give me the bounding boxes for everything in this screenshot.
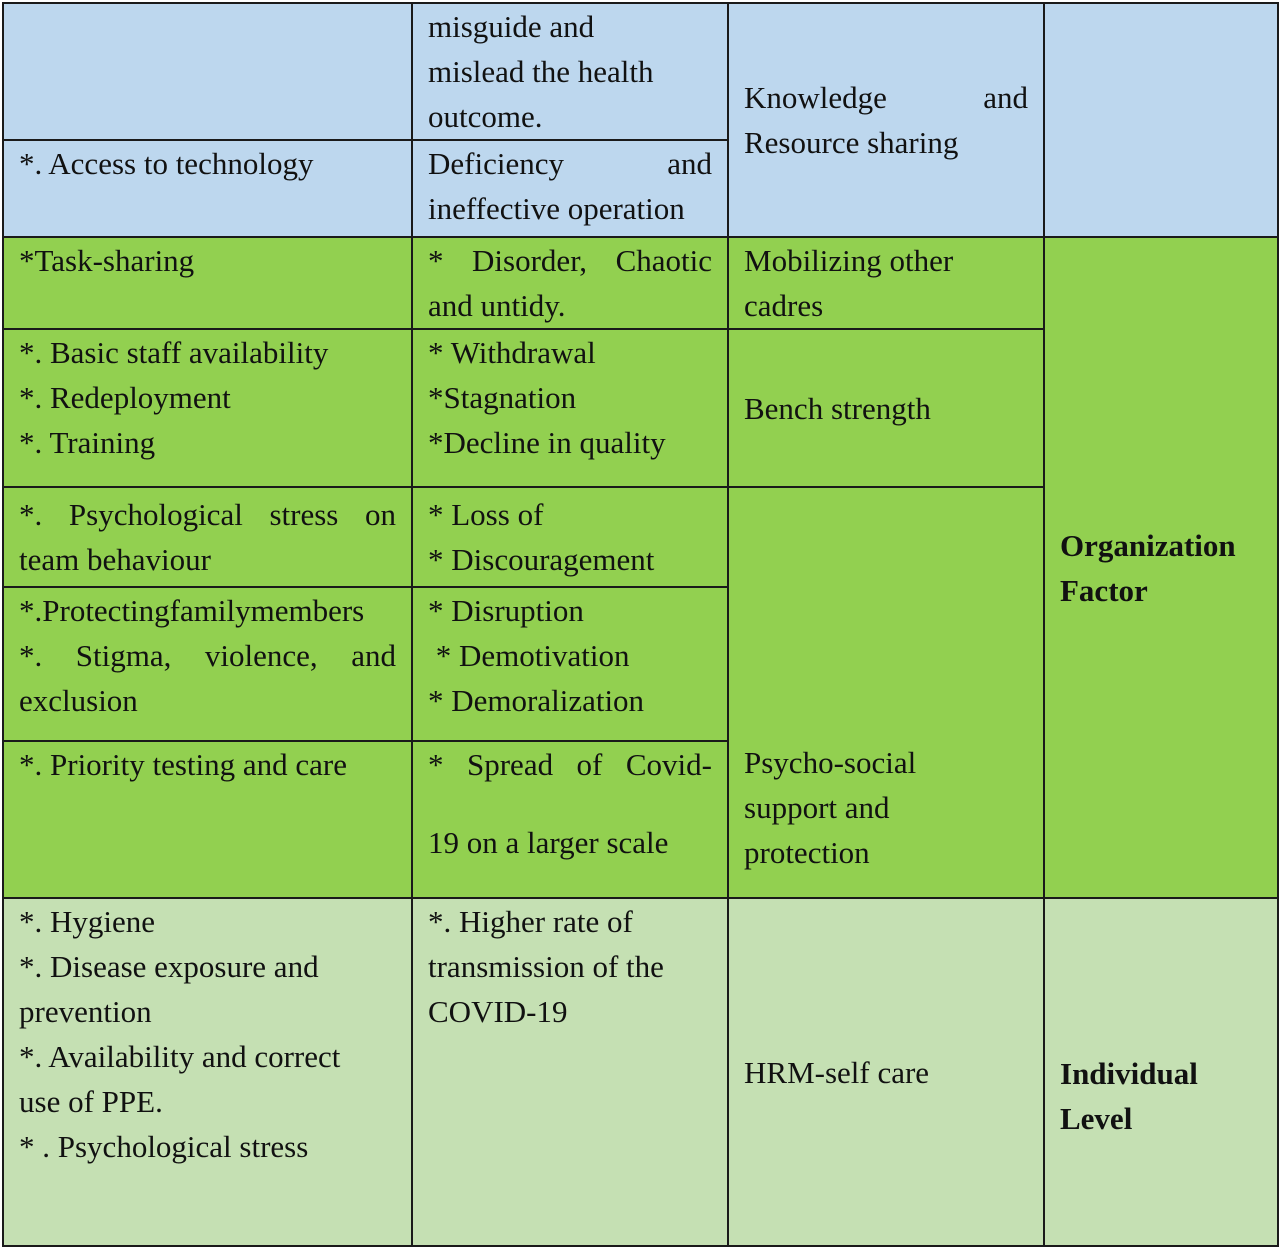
cell-line: COVID-19 xyxy=(428,994,568,1029)
table-row xyxy=(3,237,1278,329)
table-cell xyxy=(1044,237,1278,898)
table-cell xyxy=(1044,898,1278,1246)
table-cell xyxy=(3,329,412,487)
table-cell xyxy=(3,898,412,1246)
table-cell xyxy=(412,140,728,237)
cell-line: *. Stigma, violence, and xyxy=(19,638,396,673)
cell-line: and untidy. xyxy=(428,288,566,323)
cell-line: *. Higher rate of xyxy=(428,904,633,939)
cell-line: * Withdrawal xyxy=(428,335,596,370)
cell-line: *. Priority testing and care xyxy=(19,747,347,782)
cell-line: transmission of the xyxy=(428,949,664,984)
table-cell xyxy=(412,741,728,898)
cell-line: * Disruption xyxy=(428,593,584,628)
table-cell xyxy=(3,741,412,898)
table-cell xyxy=(3,587,412,741)
cell-line: 19 on a larger scale xyxy=(428,825,669,860)
cell-line: Mobilizing other xyxy=(744,243,954,278)
cell-line: *. Basic staff availability xyxy=(19,335,329,370)
table-row xyxy=(3,898,1278,1246)
cell-line: Bench strength xyxy=(744,390,931,426)
table-cell xyxy=(728,329,1044,487)
cell-line: *. Access to technology xyxy=(19,146,314,181)
cell-line: * Loss of xyxy=(428,497,544,532)
table-cell xyxy=(412,237,728,329)
cell-line: *. Training xyxy=(19,425,156,460)
cell-line: *. Redeployment xyxy=(19,380,231,415)
cell-line: Factor xyxy=(1060,572,1148,608)
table-cell xyxy=(412,3,728,140)
cell-line: * Disorder, Chaotic xyxy=(428,243,712,278)
cell-line: mislead the health xyxy=(428,54,654,89)
table-cell xyxy=(3,487,412,587)
cell-line: Deficiency and xyxy=(428,146,712,181)
table-cell xyxy=(412,329,728,487)
cell-line: use of PPE. xyxy=(19,1084,163,1119)
table-cell xyxy=(3,237,412,329)
cell-line: *. Disease exposure and xyxy=(19,949,319,984)
cell-line: protection xyxy=(744,835,870,870)
cell-line: *. Psychological stress on xyxy=(19,497,396,532)
cell-line: *Task-sharing xyxy=(19,243,195,278)
cell-line: *Decline in quality xyxy=(428,425,666,460)
table-cell xyxy=(412,487,728,587)
strategy-table xyxy=(2,2,1279,1247)
cell-line: * Discouragement xyxy=(428,542,655,577)
cell-line: Level xyxy=(1060,1101,1133,1136)
cell-line: support and xyxy=(744,790,890,825)
table-cell xyxy=(412,587,728,741)
cell-line: * Demotivation xyxy=(428,638,630,673)
cell-line: exclusion xyxy=(19,683,138,718)
cell-line: ineffective operation xyxy=(428,191,685,226)
cell-line: outcome. xyxy=(428,99,543,134)
cell-line: Knowledge and xyxy=(744,80,1028,115)
table-cell xyxy=(3,140,412,237)
table-cell xyxy=(728,487,1044,898)
cell-line: Organization xyxy=(1060,527,1236,563)
cell-line: * Spread of Covid- xyxy=(428,747,712,782)
cell-line: HRM-self care xyxy=(744,1054,930,1090)
cell-line: misguide and xyxy=(428,9,595,44)
cell-line: team behaviour xyxy=(19,542,211,577)
cell-line: *. Availability and correct xyxy=(19,1039,341,1074)
cell-line: *.Protectingfamilymembers xyxy=(19,593,365,628)
cell-line: Individual xyxy=(1060,1056,1198,1091)
table-cell xyxy=(728,898,1044,1246)
table-cell xyxy=(728,237,1044,329)
cell-line: * . Psychological stress xyxy=(19,1129,309,1164)
table-row xyxy=(3,3,1278,140)
cell-line: * Demoralization xyxy=(428,683,645,718)
cell-line: Psycho-social xyxy=(744,745,917,780)
cell-line: Resource sharing xyxy=(744,125,959,160)
table-cell xyxy=(1044,3,1278,237)
table-cell xyxy=(728,3,1044,237)
table-cell xyxy=(412,898,728,1246)
cell-line: *Stagnation xyxy=(428,380,577,415)
cell-line: prevention xyxy=(19,994,152,1029)
cell-line: cadres xyxy=(744,288,824,323)
table-cell xyxy=(3,3,412,140)
cell-line: *. Hygiene xyxy=(19,904,156,939)
